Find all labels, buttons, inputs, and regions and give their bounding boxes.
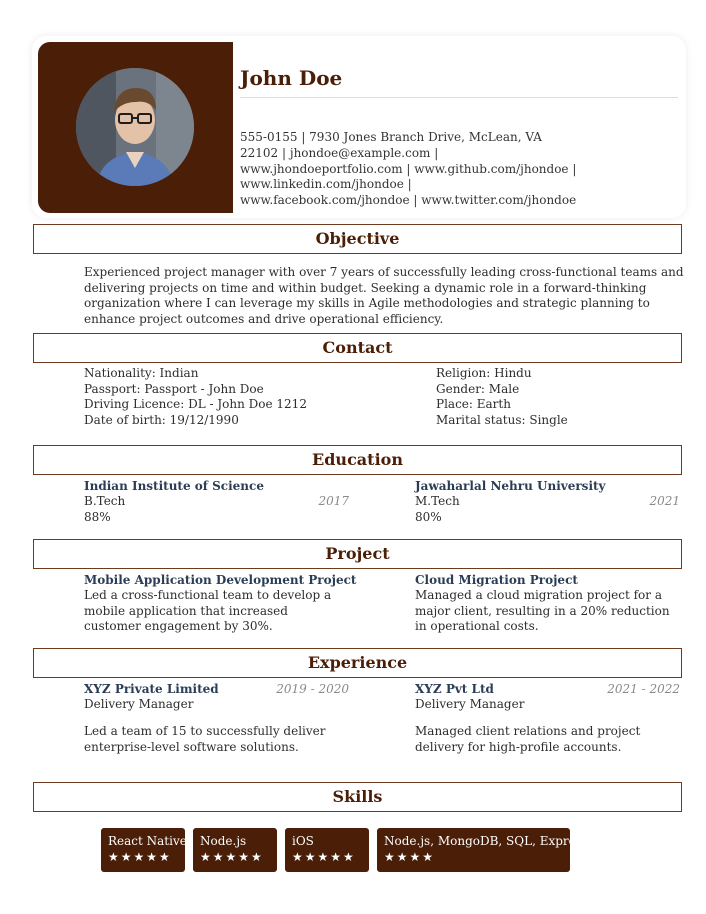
project-name: Mobile Application Development Project — [84, 573, 357, 587]
education-year: 2017 — [318, 494, 349, 508]
education-details — [84, 494, 125, 525]
contact-field: Religion: Hindu — [436, 366, 532, 380]
star-rating-icon: ★★★★★ — [108, 850, 172, 864]
project-name: Cloud Migration Project — [415, 573, 578, 587]
education-institution: Jawaharlal Nehru University — [415, 479, 606, 493]
contact-details: 555-0155 | 7930 Jones Branch Drive, McLean, VA 22102 | jhondoe@example.com | www.jhondoeportfolio.com | www.github.com/jhondoe | www.linkedin.com/jhondoe | www.facebook.com/jhondoe | www.twitter.com/jhondoe — [240, 130, 577, 208]
contact-right-column — [436, 366, 568, 428]
experience-company: XYZ Private Limited — [84, 682, 219, 696]
section-title-objective: Objective — [33, 224, 682, 254]
contact-left-column — [84, 366, 307, 428]
contact-field: Date of birth: 19/12/1990 — [84, 412, 239, 427]
section-title-education: Education — [33, 445, 682, 475]
experience-period: 2019 - 2020 — [276, 682, 349, 696]
skill-name: React Native — [108, 834, 187, 848]
project-description: Led a cross-functional team to develop a mobile application that increased customer engagement by 30%. — [84, 588, 332, 633]
skill-badge — [193, 828, 277, 872]
star-rating-icon: ★★★★ — [384, 850, 436, 864]
contact-field: Gender: Male — [436, 381, 520, 396]
star-rating-icon: ★★★★★ — [292, 850, 356, 864]
candidate-name: John Doe — [240, 66, 343, 90]
education-year: 2021 — [649, 494, 680, 508]
experience-description: Managed client relations and project delivery for high-profile accounts. — [415, 724, 641, 754]
skill-name: iOS — [292, 834, 314, 848]
experience-description: Led a team of 15 to successfully deliver enterprise-level software solutions. — [84, 724, 326, 754]
education-score: 80% — [415, 509, 442, 524]
avatar-illustration — [76, 68, 194, 186]
education-details — [415, 494, 460, 525]
star-rating-icon: ★★★★★ — [200, 850, 264, 864]
contact-field: Driving Licence: DL - John Doe 1212 — [84, 397, 307, 411]
section-title-contact: Contact — [33, 333, 682, 363]
contact-field: Passport: Passport - John Doe — [84, 381, 264, 396]
experience-company: XYZ Pvt Ltd — [415, 682, 494, 696]
objective-text: Experienced project manager with over 7 years of successfully leading cross-functional teams and delivering projects on time and within budget. Seeking a dynamic role in a forward-thinking organization where I can leverage my skills in Agile methodologies and strategic planning to enhance project outcomes and drive operational efficiency. — [84, 265, 684, 326]
education-institution: Indian Institute of Science — [84, 479, 264, 493]
education-score: 88% — [84, 509, 111, 524]
avatar — [76, 68, 194, 186]
contact-field: Marital status: Single — [436, 412, 568, 427]
skill-name: Node.js, MongoDB, SQL, Express — [384, 834, 589, 848]
skill-badge — [377, 828, 589, 872]
education-degree: M.Tech — [415, 494, 460, 508]
section-title-experience: Experience — [33, 648, 682, 678]
experience-period: 2021 - 2022 — [607, 682, 680, 696]
education-degree: B.Tech — [84, 494, 126, 508]
skill-badge — [285, 828, 369, 872]
skill-badge — [101, 828, 185, 872]
section-title-skills: Skills — [33, 782, 682, 812]
contact-field: Nationality: Indian — [84, 366, 199, 380]
experience-role: Delivery Manager — [415, 697, 525, 711]
name-divider — [240, 97, 678, 98]
experience-role: Delivery Manager — [84, 697, 194, 711]
project-description: Managed a cloud migration project for a major client, resulting in a 20% reduction in operational costs. — [415, 588, 670, 633]
contact-field: Place: Earth — [436, 397, 511, 411]
section-title-project: Project — [33, 539, 682, 569]
skill-name: Node.js — [200, 834, 247, 848]
